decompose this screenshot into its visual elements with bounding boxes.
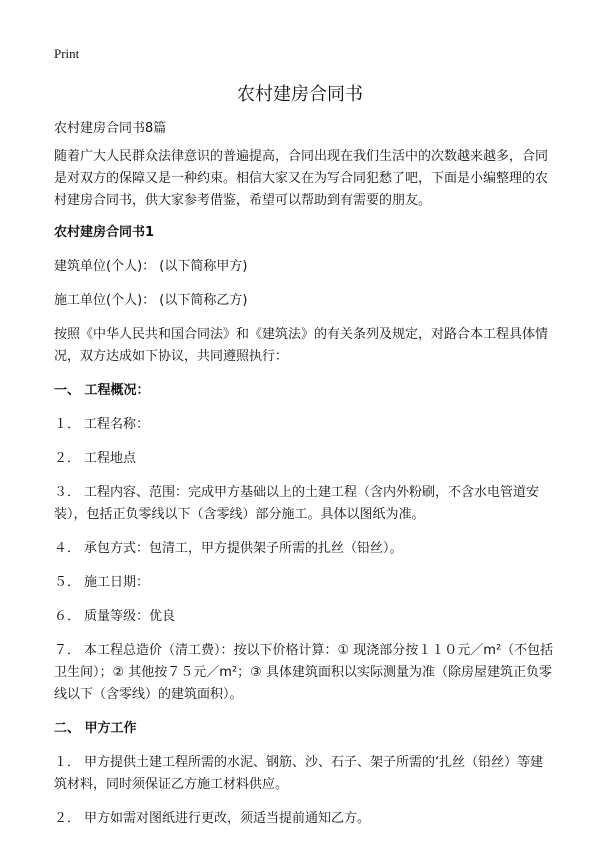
item-text: 甲方如需对图纸进行更改，须适当提前通知乙方。 bbox=[84, 811, 371, 826]
item-number: ７． bbox=[54, 643, 81, 658]
item-text: 施工日期： bbox=[84, 575, 150, 590]
list-item bbox=[54, 572, 554, 594]
item-number: ２． bbox=[54, 811, 81, 826]
item-text: 质量等级：优良 bbox=[84, 609, 176, 624]
item-text: 工程内容、范围：完成甲方基础以上的土建工程（含内外粉刷，不含水电管道安装），包括正负零线以下（含零线）部分施工。具体以图纸为准。 bbox=[54, 485, 540, 522]
item-text: 工程地点 bbox=[84, 451, 137, 466]
item-number: ４． bbox=[54, 541, 81, 556]
item-number: １． bbox=[54, 755, 81, 770]
list-item bbox=[54, 482, 554, 526]
party-b-line: 施工单位(个人)： (以下简称乙方) bbox=[54, 293, 248, 308]
item-text: 工程名称： bbox=[84, 417, 150, 432]
document-title: 农村建房合同书 bbox=[237, 84, 363, 105]
item-text: 承包方式：包清工，甲方提供架子所需的扎丝（铅丝）。 bbox=[84, 541, 403, 556]
party-a-line: 建筑单位(个人)： (以下简称甲方) bbox=[54, 259, 248, 274]
list-item bbox=[54, 808, 554, 830]
item-text: 本工程总造价（清工费）：按以下价格计算：① 现浇部分按１１０元／m²（不包括卫生间）；② 其他按７５元／m²；③ 具体建筑面积以实际测量为准（除房屋建筑正负零线以下（含零线）的建筑面积）。 bbox=[54, 643, 554, 702]
list-item bbox=[54, 538, 554, 560]
document-body bbox=[54, 118, 554, 842]
item-number: ２． bbox=[54, 451, 81, 466]
heading-party-a-work: 二、 甲方工作 bbox=[54, 721, 137, 736]
print-link[interactable]: Print bbox=[54, 46, 80, 61]
document-subtitle: 农村建房合同书8篇 bbox=[54, 121, 167, 136]
list-item bbox=[54, 414, 554, 436]
preamble-paragraph: 按照《中华人民共和国合同法》和《建筑法》的有关条列及规定，对路合本工程具体情况，双方达成如下协议，共同遵照执行： bbox=[54, 327, 549, 364]
list-item bbox=[54, 606, 554, 628]
heading-project-overview: 一、 工程概况： bbox=[54, 383, 150, 398]
item-number: １． bbox=[54, 417, 81, 432]
intro-paragraph: 随着广大人民群众法律意识的普遍提高，合同出现在我们生活中的次数越来越多，合同是对双方的保障又是一种约束。相信大家又在为写合同犯愁了吧，下面是小编整理的农村建房合同书，供大家参考借鉴，希望可以帮助到有需要的朋友。 bbox=[54, 149, 549, 208]
list-item bbox=[54, 640, 554, 706]
item-text: 甲方提供土建工程所需的水泥、钢筋、沙、石子、架子所需的‘扎丝（铅丝）等建筑材料，同时须保证乙方施工材料供应。 bbox=[54, 755, 544, 792]
list-item bbox=[54, 448, 554, 470]
item-number: ５． bbox=[54, 575, 81, 590]
item-number: ３． bbox=[54, 485, 81, 500]
section-title: 农村建房合同书1 bbox=[54, 225, 155, 240]
item-number: ６． bbox=[54, 609, 81, 624]
list-item bbox=[54, 752, 554, 796]
